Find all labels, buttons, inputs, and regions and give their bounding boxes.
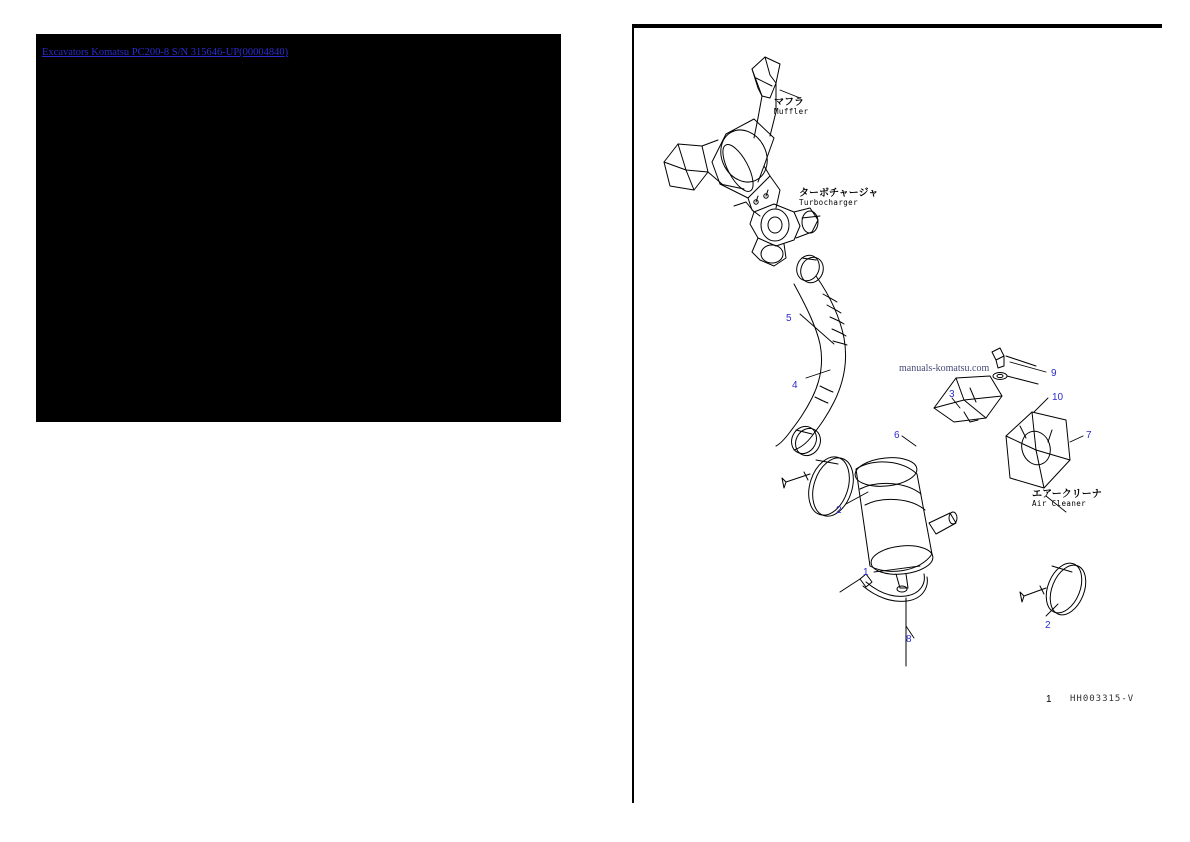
callout-number: 5 [786,313,792,324]
callout-number: 6 [894,430,900,441]
left-black-panel [36,34,561,422]
callout-number: 2 [836,505,842,516]
label-turbocharger-en: Turbocharger [799,198,858,207]
watermark-text: manuals-komatsu.com [899,363,990,374]
callout-number: 9 [1051,368,1057,379]
label-turbocharger-jp: ターボチャージャ [799,188,879,199]
page-number: 1 [1046,694,1052,705]
callout-number: 8 [906,634,912,645]
callout-number: 2 [1045,620,1051,631]
label-air-cleaner-en: Air Cleaner [1032,499,1087,508]
callout-number: 4 [792,380,798,391]
label-air-cleaner-jp: エアークリーナ [1032,489,1102,500]
label-muffler-jp: マフラ [774,97,804,108]
callout-number: 10 [1052,392,1064,403]
figure-code: HH003315-V [1070,694,1135,704]
label-muffler-en: Muffler [774,107,809,116]
callout-number: 1 [863,567,869,578]
document-title-link[interactable]: Excavators Komatsu PC200-8 S/N 315646-UP(00004840) [42,47,289,58]
callout-number: 3 [949,389,955,400]
callout-number: 7 [1086,430,1092,441]
parts-diagram-drawing [634,26,1162,803]
parts-diagram-panel [632,24,1162,803]
